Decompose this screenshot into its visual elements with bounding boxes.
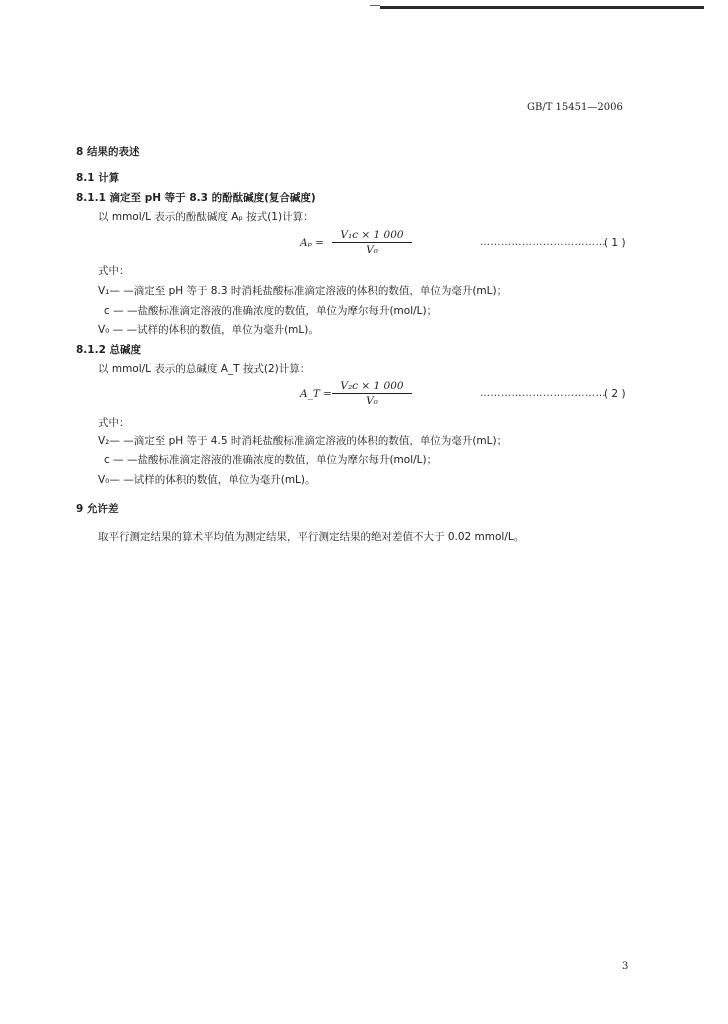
section-8-heading: 8 结果的表述 <box>76 146 140 158</box>
formula-2-where: 式中： <box>98 417 130 429</box>
formula-2-fraction <box>332 380 412 407</box>
formula-1-leader-dots: ……………………………… <box>480 237 606 248</box>
section-9-text: 取平行测定结果的算术平均值为测定结果，平行测定结果的绝对差值不大于 0.02 mmol/L。 <box>98 531 525 543</box>
formula-1-intro: 以 mmol/L 表示的酚酞碱度 Aₚ 按式(1)计算： <box>98 211 314 223</box>
formula-2-leader-dots: ……………………………… <box>480 388 606 399</box>
formula-1-denominator: V₀ <box>366 244 378 256</box>
formula-2-def-v0: V₀— —试样的体积的数值，单位为毫升(mL)。 <box>98 474 316 486</box>
formula-2-def-c: c — —盐酸标准滴定溶液的准确浓度的数值，单位为摩尔每升(mol/L)； <box>104 454 438 466</box>
formula-2-denominator: V₀ <box>366 395 378 407</box>
page-number: 3 <box>622 961 629 972</box>
formula-1-numerator: V₁c × 1 000 <box>332 229 412 243</box>
scan-edge-mark <box>370 5 380 6</box>
formula-2-def-v2: V₂— —滴定至 pH 等于 4.5 时消耗盐酸标准滴定溶液的体积的数值，单位为毫升(mL)； <box>98 435 508 447</box>
formula-1-def-c: c — —盐酸标准滴定溶液的准确浓度的数值，单位为摩尔每升(mol/L)； <box>104 305 438 317</box>
formula-1-fraction <box>332 229 412 256</box>
standard-number: GB/T 15451—2006 <box>527 102 623 113</box>
formula-1-lhs: Aₚ = <box>300 237 324 249</box>
formula-2-intro: 以 mmol/L 表示的总碱度 A_T 按式(2)计算： <box>98 363 311 375</box>
formula-2-lhs: A_T = <box>300 388 332 400</box>
formula-2-numerator: V₂c × 1 000 <box>332 380 412 394</box>
formula-1-where: 式中： <box>98 265 130 277</box>
formula-1-def-v1: V₁— —滴定至 pH 等于 8.3 时消耗盐酸标准滴定溶液的体积的数值，单位为毫升(mL)； <box>98 285 508 297</box>
section-8-1-1-heading: 8.1.1 滴定至 pH 等于 8.3 的酚酞碱度(复合碱度) <box>76 192 316 204</box>
section-8-1-2-heading: 8.1.2 总碱度 <box>76 344 142 356</box>
top-rule <box>380 6 704 9</box>
section-9-heading: 9 允许差 <box>76 503 119 515</box>
formula-1-def-v0: V₀ — —试样的体积的数值，单位为毫升(mL)。 <box>98 324 319 336</box>
formula-2-number: ( 2 ) <box>604 388 626 400</box>
section-8-1-heading: 8.1 计算 <box>76 172 120 184</box>
formula-1-number: ( 1 ) <box>604 237 626 249</box>
